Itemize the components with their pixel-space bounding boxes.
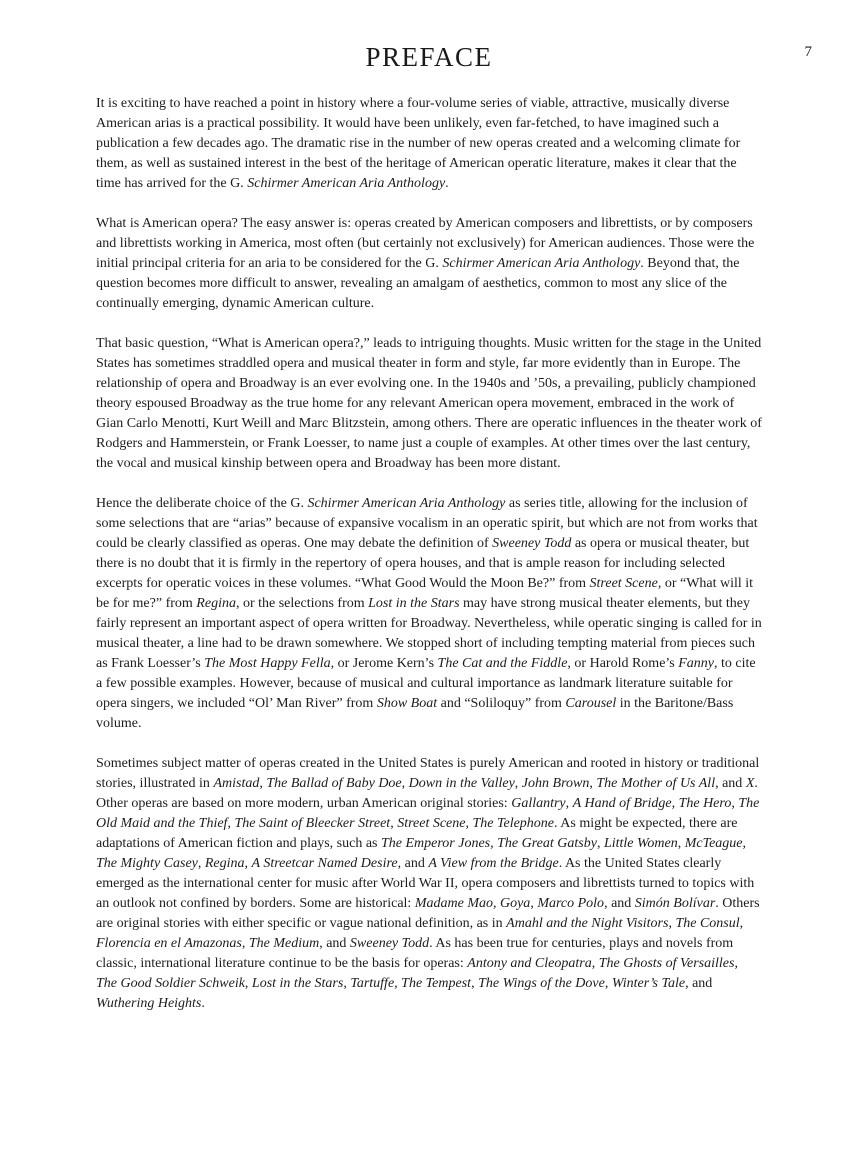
body-text-run: ,	[471, 976, 479, 991]
italic-title-text: McTeague	[684, 836, 743, 851]
body-text-run: ,	[390, 816, 398, 831]
italic-title-text: Lost in the Stars	[368, 596, 460, 611]
italic-title-text: The Mother of Us All	[596, 776, 716, 791]
body-text-run: ,	[668, 916, 676, 931]
body-text-run: ,	[343, 976, 351, 991]
italic-title-text: Regina	[204, 856, 245, 871]
body-text-run: . Others are original stories with either specific or vague national definition, as in	[96, 896, 760, 931]
body-text-run: What is American opera? The easy answer is: operas created by American composers and librettists, or by composers and librettists working in America, most often (but certainly not exclusively) for American audiences. Those were the initial principal criteria for an aria to be considered for the G.	[96, 216, 755, 271]
italic-title-text: Schirmer American Aria Anthology	[442, 256, 641, 271]
page-number: 7	[804, 44, 812, 60]
body-text-run: ,	[492, 896, 500, 911]
italic-title-text: The Cat and the Fiddle	[437, 656, 568, 671]
body-text-run: , and	[685, 976, 713, 991]
body-text-run: Hence the deliberate choice of the G.	[96, 496, 308, 511]
body-text-run: ,	[734, 956, 738, 971]
italic-title-text: Gallantry	[511, 796, 566, 811]
body-text-run: ,	[490, 836, 498, 851]
italic-title-text: The Wings of the Dove	[478, 976, 605, 991]
italic-title-text: The Emperor Jones	[380, 836, 491, 851]
body-text-run: as series title, allowing for the inclusion of some selections that are “arias” because of expansive vocalism in an operatic spirit, but which are not from works that could be clearly classified as operas. One may debate the definition of	[96, 496, 758, 551]
body-text-run: ,	[565, 796, 573, 811]
italic-title-text: X	[745, 776, 755, 791]
body-text-run: ,	[742, 836, 747, 851]
text-column	[96, 42, 762, 1014]
body-text-run: . Beyond that, the question becomes more difficult to answer, revealing an amalgam of aesthetics, common to most any slice of the continually emerging, dynamic American culture.	[96, 256, 740, 311]
italic-title-text: The Tempest	[401, 976, 472, 991]
body-text-run: , and	[397, 856, 429, 871]
body-text-run: ,	[596, 836, 604, 851]
italic-title-text: Schirmer American Aria Anthology	[307, 496, 506, 511]
body-text-run: ,	[530, 896, 538, 911]
body-text-run: ,	[591, 956, 599, 971]
italic-title-text: Florencia en el Amazonas	[96, 936, 242, 951]
body-text-run: ,	[677, 836, 685, 851]
italic-title-text: Carousel	[565, 696, 617, 711]
body-text-run: , or Jerome Kern’s	[330, 656, 438, 671]
body-text-run: . Other operas are based on more modern, urban American original stories:	[96, 776, 758, 811]
body-text-run: ,	[244, 976, 252, 991]
italic-title-text: Fanny	[678, 656, 715, 671]
body-text-run: ,	[604, 976, 612, 991]
italic-title-text: Madame Mao	[414, 896, 493, 911]
body-text-run: .	[445, 176, 449, 191]
body-text-run: That basic question, “What is American opera?,” leads to intriguing thoughts. Music written for the stage in the United States has sometimes straddled opera and musical theater in form and style, far more evidently than in Europe. The relationship of opera and Broadway is an ever evolving one. In the 1940s and ’50s, a prevailing, publicly championed theory espoused Broadway as the true home for any relevant American opera movement, embraced in the work of Gian Carlo Menotti, Kurt Weill and Marc Blitzstein, among others. There are operatic influences in the theater work of Rodgers and Hammerstein, or Frank Loesser, to name just a couple of examples. At other times over the last century, the vocal and musical kinship between opera and Broadway has been more distant.	[96, 336, 762, 471]
italic-title-text: Little Women	[603, 836, 678, 851]
italic-title-text: Amistad	[213, 776, 260, 791]
body-text-run: , and	[319, 936, 350, 951]
italic-title-text: Tartuffe	[350, 976, 395, 991]
body-text-run: ,	[227, 816, 235, 831]
italic-title-text: Lost in the Stars	[251, 976, 344, 991]
italic-title-text: The Hero	[678, 796, 732, 811]
page-body	[96, 94, 762, 1014]
body-text-run: Sometimes subject matter of operas created in the United States is purely American and rooted in history or traditional stories, illustrated in	[96, 756, 760, 791]
body-text-run: ,	[589, 776, 597, 791]
italic-title-text: Wuthering Heights	[96, 996, 202, 1011]
italic-title-text: The Ballad of Baby Doe	[266, 776, 402, 791]
italic-title-text: Goya	[499, 896, 531, 911]
body-text-run: ,	[259, 776, 267, 791]
body-text-run: , or the selections from	[235, 596, 369, 611]
body-text-run: ,	[465, 816, 473, 831]
italic-title-text: The Ghosts of Versailles	[598, 956, 735, 971]
body-text-run: .	[201, 996, 205, 1011]
body-text-run: ,	[241, 936, 249, 951]
body-text-run: ,	[671, 796, 679, 811]
body-text-run: ,	[401, 776, 409, 791]
italic-title-text: Marco Polo	[537, 896, 605, 911]
italic-title-text: Sweeney Todd	[349, 936, 430, 951]
paragraph	[96, 334, 762, 474]
italic-title-text: Winter’s Tale	[611, 976, 686, 991]
italic-title-text: A Streetcar Named Desire	[251, 856, 398, 871]
italic-title-text: A Hand of Bridge	[572, 796, 672, 811]
italic-title-text: The Old Maid and the Thief	[96, 796, 760, 831]
body-text-run: ,	[244, 856, 252, 871]
italic-title-text: Schirmer American Aria Anthology	[247, 176, 446, 191]
italic-title-text: The Consul	[675, 916, 740, 931]
body-text-run: . As has been true for centuries, plays and novels from classic, international literature continue to be the basis for operas:	[96, 936, 734, 971]
body-text-run: , or Harold Rome’s	[567, 656, 679, 671]
paragraph	[96, 494, 762, 734]
body-text-run: may have strong musical theater elements, but they fairly represent an important aspect of opera written for Broadway. Nevertheless, while operatic singing is called for in musical theater, a line had to be drawn somewhere. We stopped short of including tempting material from pieces such as Frank Loesser’s	[96, 596, 762, 671]
body-text-run: ,	[739, 916, 744, 931]
body-text-run: , and	[715, 776, 746, 791]
paragraph	[96, 754, 762, 1014]
italic-title-text: The Medium	[248, 936, 320, 951]
body-text-run: It is exciting to have reached a point in history where a four-volume series of viable, attractive, musically diverse American arias is a practical possibility. It would have been unlikely, even far-fetched, to have imagined such a publication a few decades ago. The dramatic rise in the number of new operas created and a welcoming climate for them, as well as sustained interest in the best of the heritage of American operatic literature, makes it clear that the time has arrived for the G.	[96, 96, 741, 191]
italic-title-text: The Telephone	[472, 816, 555, 831]
body-text-run: ,	[731, 796, 739, 811]
body-text-run: ,	[514, 776, 522, 791]
body-text-run: ,	[197, 856, 205, 871]
body-text-run: , or “What will it be for me?” from	[96, 576, 754, 611]
italic-title-text: Down in the Valley	[408, 776, 515, 791]
italic-title-text: The Good Soldier Schweik	[96, 976, 245, 991]
italic-title-text: John Brown	[521, 776, 590, 791]
paragraph	[96, 214, 762, 314]
body-text-run: in the Baritone/Bass volume.	[96, 696, 734, 731]
italic-title-text: The Saint of Bleecker Street	[234, 816, 391, 831]
italic-title-text: Street Scene	[589, 576, 658, 591]
italic-title-text: A View from the Bridge	[428, 856, 559, 871]
italic-title-text: Sweeney Todd	[492, 536, 572, 551]
paragraph	[96, 94, 762, 194]
body-text-run: as opera or musical theater, but there is no doubt that it is firmly in the repertory of opera houses, and that is ample reason for including selected excerpts for operatic voices in these volumes. “What Good Would the Moon Be?” from	[96, 536, 750, 591]
italic-title-text: Regina	[196, 596, 236, 611]
italic-title-text: The Great Gatsby	[497, 836, 597, 851]
italic-title-text: Show Boat	[376, 696, 438, 711]
body-text-run: ,	[394, 976, 402, 991]
italic-title-text: Street Scene	[397, 816, 466, 831]
italic-title-text: Simón Bolívar	[634, 896, 716, 911]
body-text-run: . As might be expected, there are adaptations of American fiction and plays, such as	[96, 816, 738, 851]
body-text-run: . As the United States clearly emerged as the international center for music after World War II, opera composers and librettists turned to topics with an outlook not confined by borders. Some are historical:	[96, 856, 755, 911]
italic-title-text: The Most Happy Fella	[204, 656, 331, 671]
body-text-run: , to cite a few possible examples. However, because of musical and cultural importance as landmark literature suitable for opera singers, we included “Ol’ Man River” from	[96, 656, 756, 711]
italic-title-text: Amahl and the Night Visitors	[506, 916, 669, 931]
page-title: PREFACE	[365, 42, 493, 72]
italic-title-text: The Mighty Casey	[96, 856, 198, 871]
italic-title-text: Antony and Cleopatra	[467, 956, 592, 971]
body-text-run: and “Soliloquy” from	[437, 696, 566, 711]
body-text-run: , and	[604, 896, 635, 911]
